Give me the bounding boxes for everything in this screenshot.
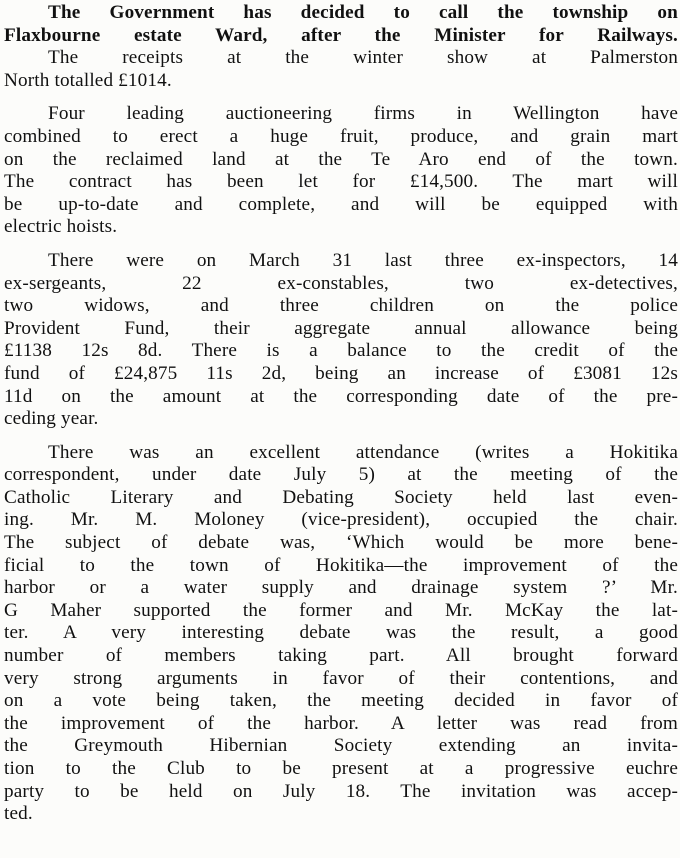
paragraph-line: number of members taking part. All brought forward [4,645,678,667]
paragraph-line: ted. [4,803,33,825]
paragraph-line: be up-to-date and complete, and will be equipped with [4,193,678,215]
paragraph-line: The receipts at the winter show at Palmerston [48,47,678,69]
paragraph-gap [4,431,678,442]
paragraph-line: fund of £24,875 11s 2d, being an increase of £3081 12s [4,362,678,384]
news-paragraph-debating-society [4,442,678,826]
paragraph-gap [4,92,678,103]
news-paragraph-auctioneers-mart [4,103,678,239]
paragraph-line: combined to erect a huge fruit, produce, and grain mart [4,125,678,147]
paragraph-line: North totalled £1014. [4,69,172,91]
paragraph-line: harbor or a water supply and drainage system ?’ Mr. [4,577,678,599]
paragraph-line: G Maher supported the former and Mr. McKay the lat- [4,599,678,621]
paragraph-line: the Greymouth Hibernian Society extending an invita- [4,735,678,757]
paragraph-line: There were on March 31 last three ex-inspectors, 14 [48,249,678,271]
paragraph-line: £1138 12s 8d. There is a balance to the credit of the [4,340,678,362]
paragraph-line: tion to the Club to be present at a progressive euchre [4,758,678,779]
paragraph-line: two widows, and three children on the police [4,295,678,317]
news-column [4,2,678,826]
paragraph-line: ceding year. [4,408,99,430]
news-paragraph-show-receipts [4,47,678,92]
paragraph-line: ter. A very interesting debate was the result, a good [4,622,678,644]
paragraph-line: The subject of debate was, ‘Which would be more bene- [4,532,678,554]
headline-line: Flaxbourne estate Ward, after the Minister for Railways. [4,24,678,46]
paragraph-line: The contract has been let for £14,500. The mart will [4,171,678,193]
headline-line: The Government has decided to call the township on [48,2,678,23]
paragraph-line: ex-sergeants, 22 ex-constables, two ex-detectives, [4,272,678,294]
paragraph-line: correspondent, under date July 5) at the meeting of the [4,464,678,486]
paragraph-line: on a vote being taken, the meeting decided in favor of [4,690,678,712]
paragraph-line: party to be held on July 18. The invitation was accep- [4,780,678,802]
paragraph-line: ing. Mr. M. Moloney (vice-president), occupied the chair. [4,509,678,531]
paragraph-line: very strong arguments in favor of their contentions, and [4,667,678,689]
paragraph-line: electric hoists. [4,216,118,238]
paragraph-line: on the reclaimed land at the Te Aro end of the town. [4,148,678,170]
paragraph-line: Four leading auctioneering firms in Wellington have [48,103,678,125]
paragraph-line: Provident Fund, their aggregate annual allowance being [4,317,678,339]
paragraph-line: 11d on the amount at the corresponding date of the pre- [4,385,678,407]
headline-paragraph [4,2,678,47]
news-paragraph-police-fund [4,250,678,431]
paragraph-line: Catholic Literary and Debating Society held last even- [4,486,678,508]
paragraph-line: the improvement of the harbor. A letter was read from [4,712,678,734]
paragraph-line: ficial to the town of Hokitika—the improvement of the [4,554,678,576]
paragraph-line: There was an excellent attendance (writes a Hokitika [48,441,678,463]
paragraph-gap [4,239,678,250]
